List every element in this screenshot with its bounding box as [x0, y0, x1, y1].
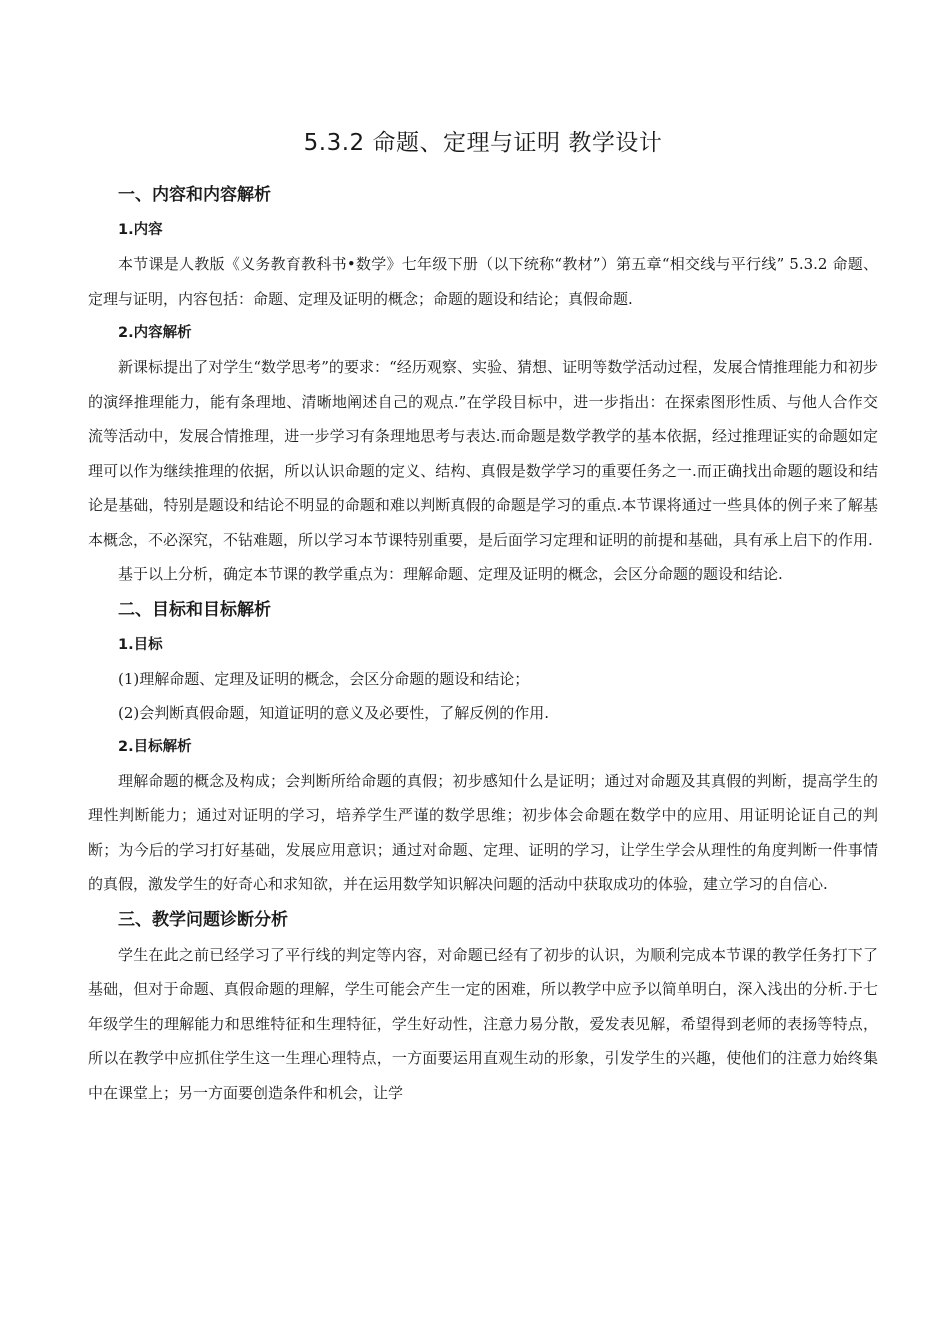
section-heading-goals: 二、目标和目标解析: [118, 599, 271, 620]
section-heading-problem-diagnosis: 三、教学问题诊断分析: [118, 909, 288, 930]
subsection-heading-goals: 1.目标: [118, 636, 163, 653]
paragraph-goal-analysis: 理解命题的概念及构成；会判断所给命题的真假；初步感知什么是证明；通过对命题及其真假的判断，提高学生的理性判断能力；通过对证明的学习，培养学生严谨的数学思维；初步体会命题在数学中的应用、用证明论证自己的判断；为今后的学习打好基础，发展应用意识；通过对命题、定理、证明的学习，让学生学会从理性的角度判断一件事情的真假，激发学生的好奇心和求知欲，并在运用数学知识解决问题的活动中获取成功的体验，建立学习的自信心.: [88, 771, 878, 893]
subsection-heading-goal-analysis: 2.目标解析: [118, 738, 192, 755]
paragraph-problem-diagnosis: 学生在此之前已经学习了平行线的判定等内容，对命题已经有了初步的认识，为顺利完成本节课的教学任务打下了基础，但对于命题、真假命题的理解，学生可能会产生一定的困难，所以教学中应予以简单明白，深入浅出的分析.于七年级学生的理解能力和思维特征和生理特征，学生好动性，注意力易分散，爱发表见解，希望得到老师的表扬等特点，所以在教学中应抓住学生这一生理心理特点，一方面要运用直观生动的形象，引发学生的兴趣，使他们的注意力始终集中在课堂上；另一方面要创造条件和机会，让学: [88, 945, 878, 1102]
document-body: [88, 124, 878, 1110]
subsection-heading-content: 1.内容: [118, 222, 163, 238]
document-title: 5.3.2 命题、定理与证明 教学设计: [303, 130, 663, 156]
subsection-heading-content-analysis: 2.内容解析: [118, 325, 192, 341]
paragraph-teaching-focus: 基于以上分析，确定本节课的教学重点为：理解命题、定理及证明的概念，会区分命题的题设和结论.: [118, 565, 783, 583]
section-heading-content-analysis: 一、内容和内容解析: [118, 185, 271, 205]
goal-item-2: (2)会判断真假命题，知道证明的意义及必要性，了解反例的作用.: [118, 703, 550, 722]
paragraph-content-analysis: 新课标提出了对学生“数学思考”的要求：“经历观察、实验、猜想、证明等数学活动过程，发展合情推理能力和初步的演绎推理能力，能有条理地、清晰地阐述自己的观点.”在学段目标中，进一步指出：在探索图形性质、与他人合作交流等活动中，发展合情推理，进一步学习有条理地思考与表达.而命题是数学教学的基本依据，经过推理证实的命题如定理可以作为继续推理的依据，所以认识命题的定义、结构、真假是数学学习的重要任务之一.而正确找出命题的题设和结论是基础，特别是题设和结论不明显的命题和难以判断真假的命题是学习的重点.本节课将通过一些具体的例子来了解基本概念，不必深究，不钻难题，所以学习本节课特别重要，是后面学习定理和证明的前提和基础，具有承上启下的作用.: [88, 358, 878, 549]
paragraph-content: 本节课是人教版《义务教育教科书•数学》七年级下册（以下统称“教材”）第五章“相交线与平行线” 5.3.2 命题、定理与证明，内容包括：命题、定理及证明的概念；命题的题设和结论；真假命题.: [88, 255, 878, 308]
goal-item-1: (1)理解命题、定理及证明的概念，会区分命题的题设和结论；: [118, 669, 530, 688]
